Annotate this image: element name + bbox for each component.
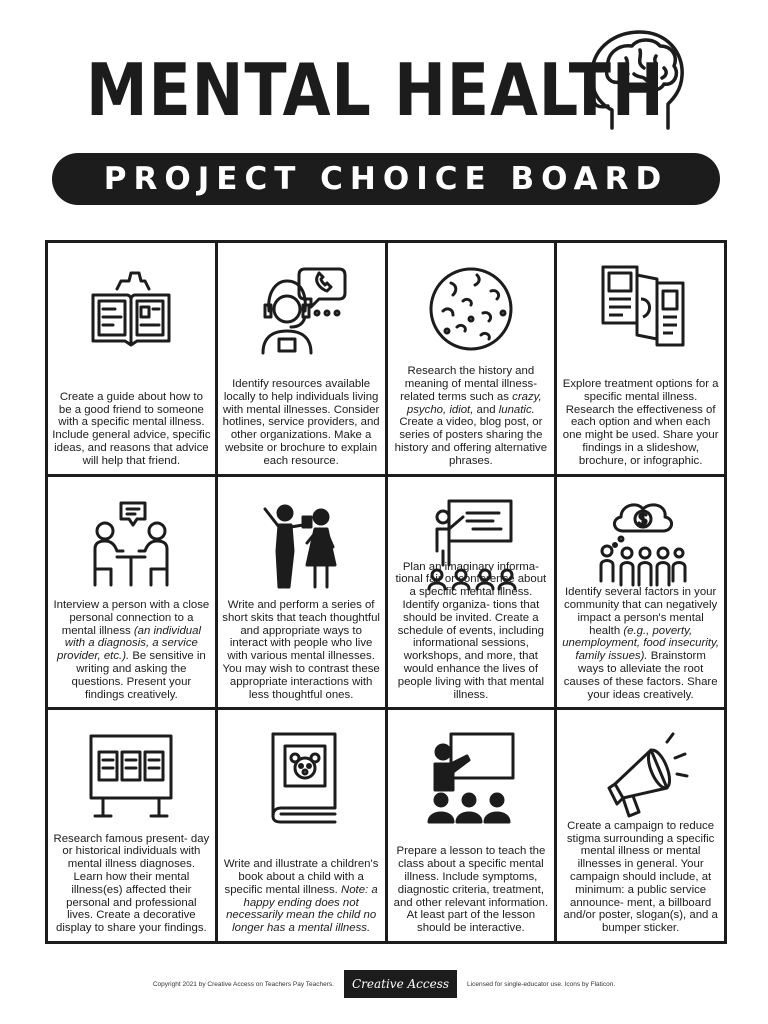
page-title: MENTAL HEALTH — [86, 48, 665, 132]
choice-cell-childrens-book — [218, 710, 385, 941]
choice-cell-informational-fair — [388, 477, 555, 708]
moon-icon — [423, 261, 519, 357]
childrens-book-icon — [253, 728, 349, 824]
open-book-gear-icon — [83, 261, 179, 357]
choice-cell-term-history — [388, 243, 555, 474]
megaphone-icon — [593, 728, 689, 824]
choice-text: Identify several factors in your community that can negatively impact a person's mental health (e.g., poverty, unemployment, food insecurity, family issues). Brainstorm ways to alleviate the root causes of these factors. Share your ideas creatively. — [562, 586, 720, 701]
choice-text: Write and illustrate a children's book about a child with a specific mental illness. Note: a happy ending does not necessarily mean the child no longer has a mental illness. — [223, 858, 379, 935]
choice-text: Prepare a lesson to teach the class about a specific mental illness. Include symptoms, diagnostic criteria, treatment, and other relevant information. At least part of the lesson should be interactive. — [393, 845, 549, 935]
community-money-icon — [593, 495, 689, 591]
choice-text: Write and perform a series of short skits that teach thoughtful and appropriate ways to interact with people who live with various mental illnesses. You may wish to contrast these appropriate interactions with less thoughtful ones. — [222, 598, 380, 701]
choice-cell-famous-individuals — [48, 710, 215, 941]
footer — [0, 968, 768, 1000]
display-board-icon — [83, 728, 179, 824]
choice-cell-community-factors — [557, 477, 724, 708]
choice-cell-teach-lesson — [388, 710, 555, 941]
interview-icon — [83, 495, 179, 591]
choice-text: Plan an imaginary informa- tional fair or conference about a specific mental illness. Identify organiza- tions that should be invited. Create a schedule of events, including informational sessions, workshops, and more, that would enhance the lives of people living with that mental illness. — [395, 560, 547, 701]
brochure-icon — [593, 261, 689, 357]
choice-cell-local-resources — [218, 243, 385, 474]
license-text: Licensed for single-educator use. Icons by Flaticon. — [467, 980, 616, 988]
copyright-text: Copyright 2021 by Creative Access on Teachers Pay Teachers. — [152, 980, 334, 988]
choice-text: Research the history and meaning of mental illness-related terms such as crazy, psycho, idiot, and lunatic. Create a video, blog post, or series of posters sharing the history and offering alternative phrases. — [394, 365, 548, 467]
choice-cell-stigma-campaign — [557, 710, 724, 941]
creative-access-logo: Creative Access — [344, 970, 457, 998]
choice-text: Identify resources available locally to help individuals living with mental illnesses. Consider hotlines, service providers, and other organizations. Make a website or brochure to explain each resource. — [222, 378, 380, 467]
choice-text: Interview a person with a close personal connection to a mental illness (an individual with a diagnosis, a service provider, etc.). Be sensitive in writing and asking the questions. Present your findings creatively. — [53, 598, 210, 701]
choice-cell-treatment-options — [557, 243, 724, 474]
choice-text: Explore treatment options for a specific mental illness. Research the effectiveness of each option and when each one might be used. Share your findings in a slideshow, brochure, or infographic. — [562, 378, 719, 467]
choice-board — [45, 240, 727, 944]
choice-text: Research famous present- day or historical individuals with mental illness diagnoses. Learn how their mental illness(es) affected their personal and professional lives. Create a decorative display to share your findings. — [53, 832, 210, 935]
head-brain-icon — [582, 24, 692, 139]
choice-cell-skits — [218, 477, 385, 708]
subtitle-banner: PROJECT CHOICE BOARD — [52, 153, 720, 205]
choice-cell-interview — [48, 477, 215, 708]
choice-cell-friend-guide — [48, 243, 215, 474]
performers-icon — [253, 495, 349, 591]
choice-text: Create a guide about how to be a good friend to someone with a specific mental illness. Include general advice, specific ideas, and reasons that advice will help that friend. — [52, 390, 211, 467]
choice-text: Create a campaign to reduce stigma surrounding a specific mental illness or mental illnesses in general. Your campaign should include, at minimum: a public service announce- ment, a billboard and/or poster, slogan(s), and a bumper sticker. — [563, 819, 718, 935]
teacher-lesson-icon — [423, 728, 519, 824]
support-agent-icon — [253, 261, 349, 357]
